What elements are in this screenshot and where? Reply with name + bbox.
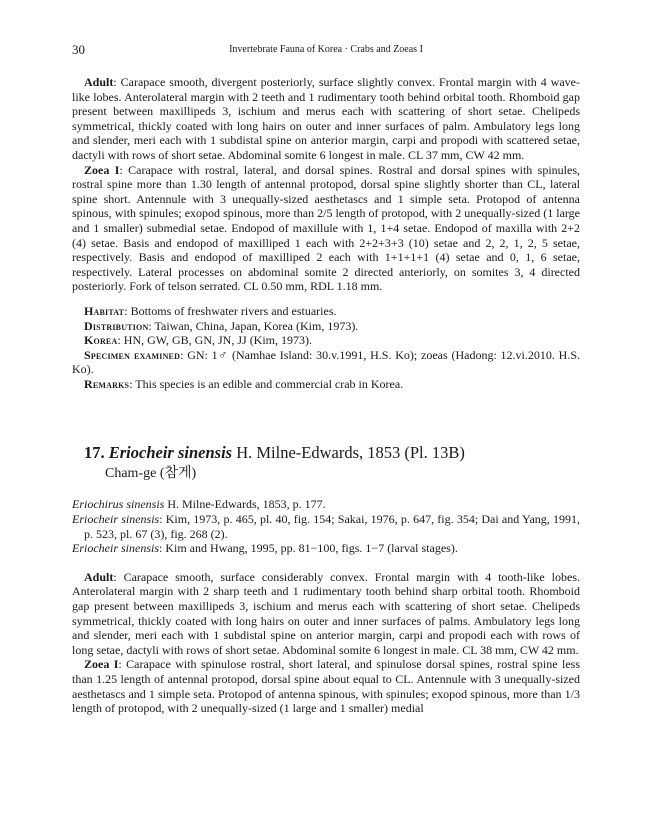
synonym-entry (72, 512, 580, 541)
distribution-label: Distribution (84, 318, 149, 333)
adult-text: : Carapace smooth, surface considerably convex. Frontal margin with 4 tooth-like lobes. Anterolateral margin with 2 sharp teeth and 1 rudimentary tooth behind sharp orbital tooth. Rhomboid gap present between maxillipeds 3, ischium and merus each with scattering of short setae. Chelipeds symmetrical, thickly coated with long hairs on outer and inner surfaces of palms. Ambulatory legs long and slender, meri each with 1 subdistal spine on anterior margin, carpi and propodi each with rows of long setae, dactyli with rows of short setae. Abdominal somite 6 longest in male. CL 38 mm, CW 42 mm. (72, 569, 580, 657)
specimen-examined (72, 348, 580, 377)
species-name: Eriocheir sinensis (108, 443, 233, 463)
synonym-entry (72, 497, 580, 512)
zoea-text: : Carapace with rostral, lateral, and dorsal spines. Rostral and dorsal spines with spinules, rostral spine more than 1.30 length of antennal protopod, dorsal spine slightly shorter than CL, lateral spine short. Antennule with 3 unequally-sized aesthetascs and 1 simple seta. Protopod of antenna spinous, with spinules; exopod spinous, more than 2/5 length of protopod, with 2 unequally-sized (1 large and 1 smaller) submedial setae. Endopod of maxillule with 1, 1+4 setae. Endopod of maxilla with 2+2 (4) setae. Basis and endopod of maxilliped 1 each with 2+2+3+3 (10) setae and 2, 2, 1, 2, 5 setae, respectively. Basis and endopod of maxilliped 2 each with 1+1+1+1 (4) setae and 0, 1, 6 setae, respectively. Lateral processes on abdominal somite 2 directed anteriorly, on somites 3, 4 directed posteriorly. Fork of telson serrated. CL 0.50 mm, RDL 1.18 mm. (72, 162, 580, 294)
specimen-text: : GN: 1♂ (Namhae Island: 30.v.1991, H.S. Ko); zoeas (Hadong: 12.vi.2010. H.S. Ko). (72, 347, 580, 377)
korea-label: Korea (84, 333, 118, 348)
species-authority: H. Milne-Edwards, 1853 (Pl. 13B) (236, 443, 465, 463)
habitat-label: Habitat (84, 303, 125, 318)
korea-text: : HN, GW, GB, GN, JN, JJ (Kim, 1973). (117, 333, 313, 348)
specimen-label: Specimen examined (84, 347, 181, 362)
running-title: Invertebrate Fauna of Korea · Crabs and Zoeas I (229, 44, 423, 55)
species-number: 17. (84, 443, 105, 463)
remarks-label: Remarks (84, 376, 130, 391)
synonym-citation: : Kim and Hwang, 1995, pp. 81−100, figs. 1−7 (larval stages). (159, 541, 458, 556)
synonym-entry (72, 541, 580, 556)
adult-description-2 (72, 570, 580, 658)
distribution (72, 319, 580, 334)
remarks (72, 377, 580, 392)
zoea-description-2 (72, 657, 580, 715)
adult-description (72, 75, 580, 163)
habitat (72, 304, 580, 319)
species-heading (72, 443, 580, 463)
synonym-name: Eriochirus sinensis (72, 497, 165, 512)
synonym-citation: H. Milne-Edwards, 1853, p. 177. (164, 497, 326, 512)
page-header (72, 42, 580, 58)
synonym-name: Eriocheir sinensis (72, 541, 159, 556)
zoea-description (72, 163, 580, 294)
page-number: 30 (72, 42, 85, 57)
habitat-text: : Bottoms of freshwater rivers and estuaries. (124, 303, 337, 318)
korea-records (72, 333, 580, 348)
zoea-label: Zoea I (84, 162, 120, 177)
synonym-citation: : Kim, 1973, p. 465, pl. 40, fig. 154; Sakai, 1976, p. 647, fig. 354; Dai and Yang, 1991, p. 523, pl. 67 (3), fig. 268 (2). (84, 512, 580, 541)
remarks-text: : This species is an edible and commercial crab in Korea. (129, 376, 404, 391)
distribution-text: : Taiwan, China, Japan, Korea (Kim, 1973). (148, 318, 359, 333)
synonymy-list (72, 497, 580, 555)
adult-text: : Carapace smooth, divergent posteriorly, surface slightly convex. Frontal margin with 4 wave-like lobes. Anterolateral margin with 2 teeth and 1 rudimentary tooth behind orbital tooth. Rhomboid gap present between maxillipeds 3, ischium and merus each with scattering of short setae. Chelipeds symmetrical, thickly coated with long hairs on outer and inner surfaces of palm. Ambulatory legs long and slender, meri each with 1 subdistal spine on anterior margin, carpi and propodi with scattered setae, dactyli with rows of short setae. Abdominal somite 6 longest in male. CL 37 mm, CW 42 mm. (72, 75, 580, 162)
page-body (72, 75, 580, 716)
common-name: Cham-ge (참게) (105, 466, 197, 482)
adult-label: Adult (84, 75, 114, 89)
zoea-text: : Carapace with spinulose rostral, short lateral, and spinulose dorsal spines, rostral spine less than 1.25 length of antennal protopod, dorsal spine about equal to CL. Antennule with 3 unequally-sized aesthetascs and 1 simple seta. Protopod of antenna spinous, with spinules; exopod spinous, more than 1/3 length of protopod, with 2 unequally-sized (1 large and 1 smaller) medial (72, 657, 580, 716)
synonym-name: Eriocheir sinensis (72, 512, 160, 527)
adult-label: Adult (84, 569, 114, 584)
zoea-label: Zoea I (84, 657, 119, 672)
